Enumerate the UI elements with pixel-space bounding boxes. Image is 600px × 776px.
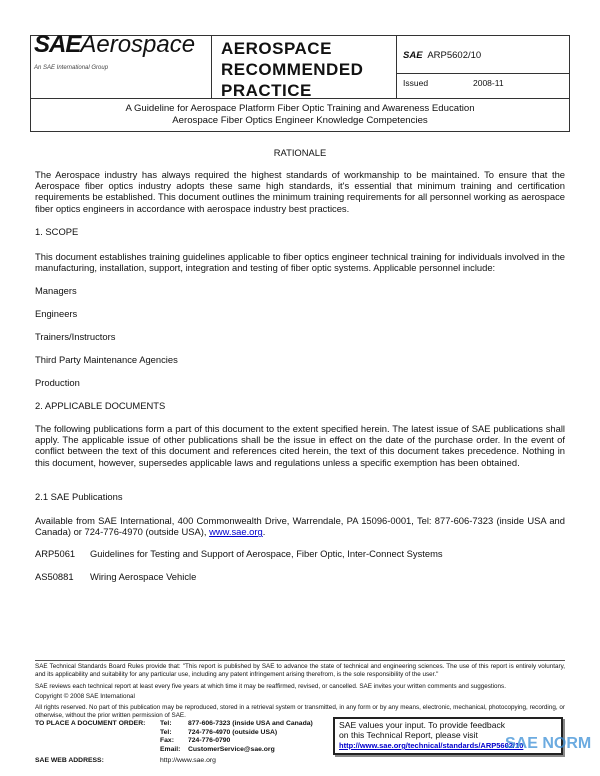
sae-website-link[interactable]: www.sae.org [209, 526, 263, 538]
rationale-heading: RATIONALE [273, 147, 327, 158]
reference-title: Wiring Aerospace Vehicle [90, 571, 197, 582]
header-box [30, 31, 570, 132]
web-label: SAE WEB ADDRESS: [35, 757, 104, 764]
title-line-1: A Guideline for Aerospace Platform Fiber Optic Training and Awareness Education [125, 103, 475, 114]
logo-tagline: An SAE International Group [34, 65, 109, 71]
reference-id: AS50881 [35, 571, 74, 582]
applicable-text: The following publications form a part of this document to the extent specified herein. The latest issue of SAE publications shall apply. The applicable issue of other publications shall be the issue in effect on the date of the purchase order. In the event of conflict between the text of this document and references cited herein, the text of this document takes precedence. Nothing in this document, however, supersedes applicable laws and regulations unless a specific exemption has been obtained. [35, 423, 565, 468]
contact-label: Tel: [160, 728, 172, 736]
doc-type [221, 38, 363, 101]
contact-label: Tel: [160, 720, 172, 727]
feedback-line: on this Technical Report, please visit [339, 730, 478, 740]
sae-pub-end: . [262, 526, 266, 538]
logo-aerospace: Aerospace [80, 31, 196, 58]
personnel-item: Trainers/Instructors [35, 331, 116, 342]
reference-id: ARP5061 [35, 548, 76, 559]
doc-type-line: PRACTICE [221, 81, 312, 100]
personnel-item: Engineers [35, 308, 78, 319]
contact-label: Fax: [160, 737, 174, 744]
feedback-link[interactable]: http://www.sae.org/technical/standards/ARP5602/10 [339, 741, 524, 750]
sae-small-logo: SAE [403, 50, 423, 61]
logo-sae: SAE [34, 31, 81, 58]
board-rules: SAE Technical Standards Board Rules provide that: "This report is published by SAE to advance the state of technical and engineering sciences. The use of this report is entirely voluntary, and its applicability and suitability for any particular use, including any patent infringement arising therefrom, is the sole responsibility of the user." [35, 663, 565, 678]
doc-number: ARP5602/10 [427, 50, 482, 61]
applicable-heading: 2. APPLICABLE DOCUMENTS [35, 400, 166, 411]
rights-notice: All rights reserved. No part of this publication may be reproduced, stored in a retrieval system or transmitted, in any form or by any means, electronic, mechanical, photocopying, recording, or otherwise, without the prior written permission of SAE. [35, 704, 565, 719]
document-title [31, 103, 569, 127]
sae-aerospace-logo [34, 31, 196, 58]
title-line-2: Aerospace Fiber Optics Engineer Knowledge Competencies [172, 115, 428, 126]
issued-date: 2008-11 [473, 78, 504, 88]
contact-value: CustomerService@sae.org [188, 745, 275, 753]
reference-title: Guidelines for Testing and Support of Aerospace, Fiber Optic, Inter-Connect Systems [90, 548, 443, 559]
issued-label: Issued [403, 78, 429, 88]
sae-pub-text: Available from SAE International, 400 Commonwealth Drive, Warrendale, PA 15096-0001, Tel: 877-606-7323 (inside USA and Canada) or 724-776-4970 (outside USA), [35, 515, 565, 538]
contact-value: 724-776-4970 (outside USA) [188, 728, 278, 736]
contact-value: 724-776-0790 [188, 737, 231, 744]
contact-list [160, 720, 330, 754]
contact-label: Email: [160, 745, 181, 753]
personnel-item: Managers [35, 285, 77, 296]
scope-heading: 1. SCOPE [35, 226, 79, 237]
contact-value: 877-606-7323 (inside USA and Canada) [188, 720, 313, 727]
review-notice: SAE reviews each technical report at least every five years at which time it may be reaffirmed, revised, or cancelled. SAE invites your written comments and suggestions. [35, 683, 506, 690]
doc-type-line: RECOMMENDED [221, 60, 364, 79]
sae-norm-watermark: SAE NORM [505, 735, 592, 752]
copyright: Copyright © 2008 SAE International [35, 693, 135, 700]
doc-type-line: AEROSPACE [221, 39, 332, 58]
order-label: TO PLACE A DOCUMENT ORDER: [35, 720, 146, 727]
rationale-text: The Aerospace industry has always required the highest standards of workmanship to be maintained. To ensure that the Aerospace fiber optics industry adopts these same high standards, it's essential that minimum training and certification requirements be established. This document outlines the minimum training requirements for all personnel working as aerospace fiber optics engineers in accordance with aerospace industry best practices. [35, 169, 565, 214]
feedback-line: SAE values your input. To provide feedback [339, 720, 506, 730]
scope-text: This document establishes training guidelines applicable to fiber optics engineer technical training for individuals involved in the manufacturing, installation, support, integration and testing of fiber optic systems. Applicable personnel include: [35, 251, 565, 274]
reference-row [35, 571, 565, 582]
personnel-item: Third Party Maintenance Agencies [35, 354, 178, 365]
sae-publications-heading: 2.1 SAE Publications [35, 491, 123, 502]
web-address: http://www.sae.org [160, 757, 216, 764]
sae-publications-text [35, 515, 565, 537]
reference-row [35, 548, 565, 559]
personnel-item: Production [35, 377, 80, 388]
